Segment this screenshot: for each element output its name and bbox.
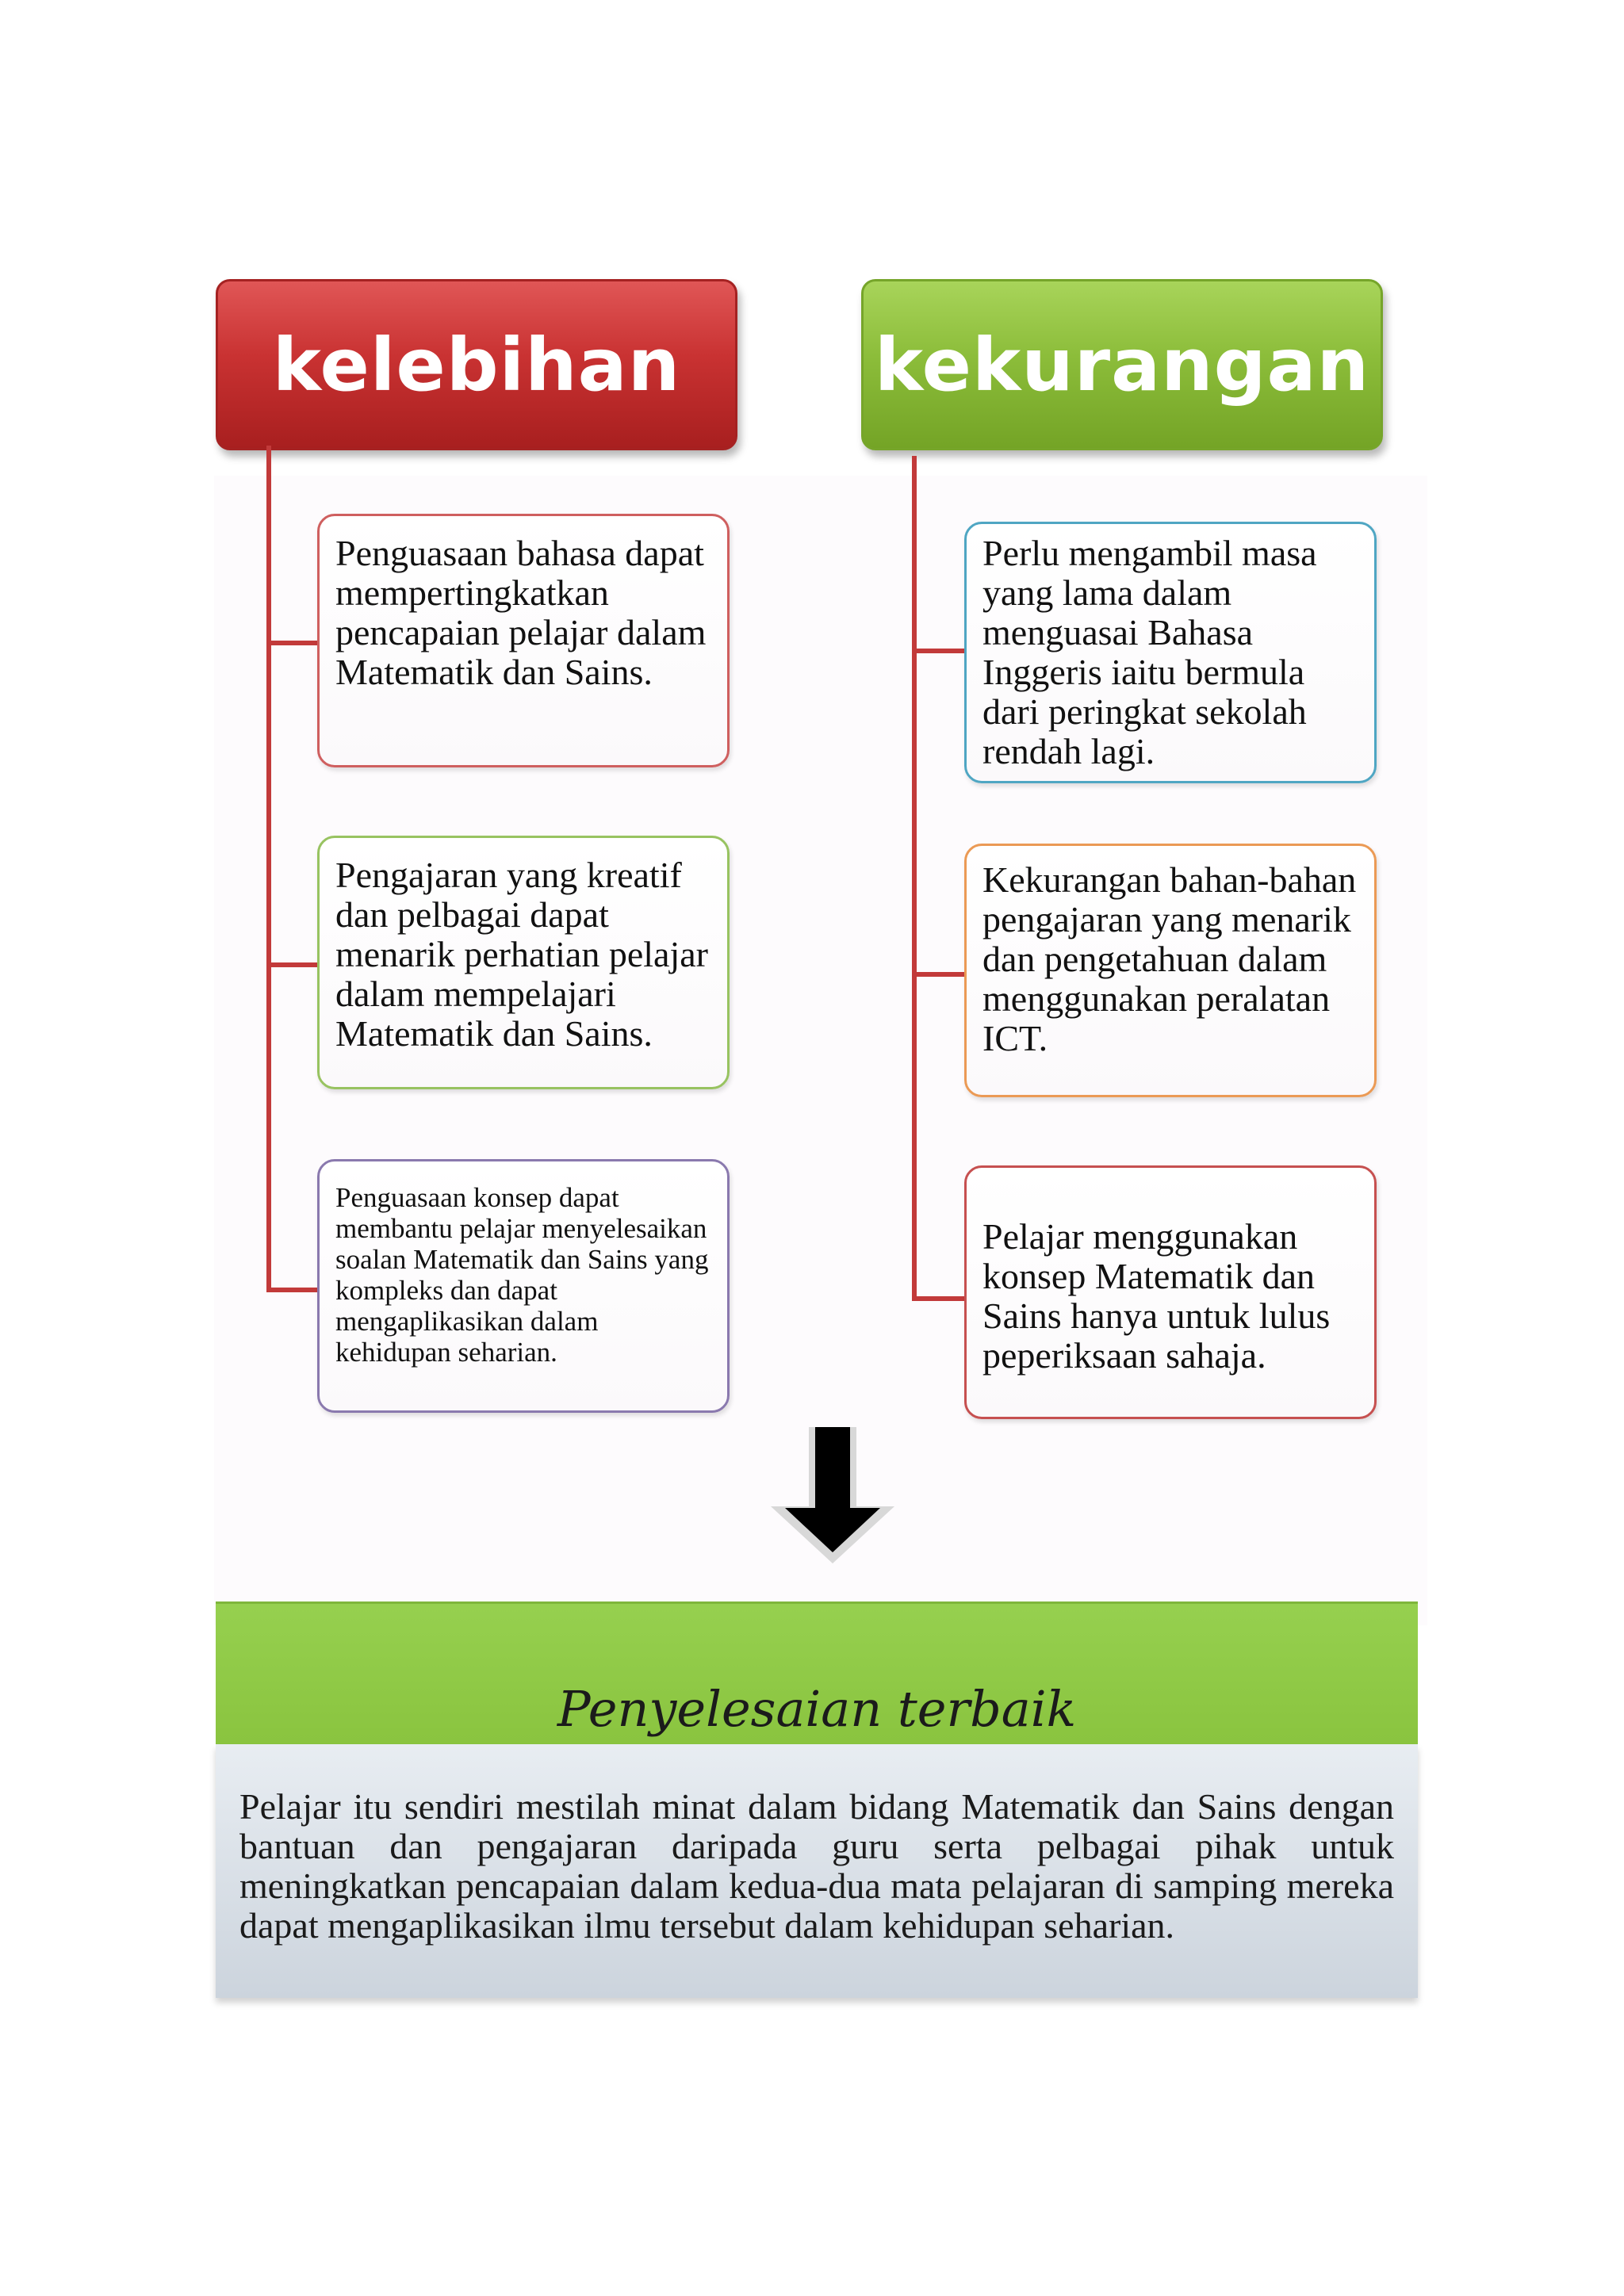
disadvantage-item-2-text: Kekurangan bahan-bahan pengajaran yang menarik dan pengetahuan dalam menggunakan peralatan ICT.	[982, 859, 1357, 1058]
disadvantage-item-3	[964, 1165, 1377, 1419]
disadvantages-connector-branch-3	[912, 1296, 966, 1301]
disadvantages-connector-branch-2	[912, 972, 966, 977]
disadvantage-item-1-text: Perlu mengambil masa yang lama dalam menguasai Bahasa Inggeris iaitu bermula dari peringkat sekolah rendah lagi.	[982, 533, 1317, 771]
disadvantages-header	[861, 279, 1383, 450]
advantages-header	[216, 279, 737, 450]
disadvantage-item-2	[964, 844, 1377, 1097]
disadvantages-connector-vertical	[912, 456, 917, 1301]
advantage-item-1-text: Penguasaan bahasa dapat mempertingkatkan pencapaian pelajar dalam Matematik dan Sains.	[335, 533, 707, 692]
advantages-connector-branch-3	[266, 1288, 320, 1292]
advantages-connector-branch-2	[266, 962, 320, 967]
solution-header	[216, 1601, 1418, 1744]
solution-title: Penyelesaian terbaik	[557, 1680, 1077, 1738]
advantage-item-3-text: Penguasaan konsep dapat membantu pelajar menyelesaikan soalan Matematik dan Sains yang kompleks dan dapat mengaplikasikan dalam kehidupan seharian.	[335, 1182, 709, 1368]
advantages-connector-branch-1	[266, 641, 320, 645]
advantage-item-2	[317, 836, 730, 1089]
disadvantages-title: kekurangan	[874, 322, 1370, 408]
disadvantage-item-3-text: Pelajar menggunakan konsep Matematik dan Sains hanya untuk lulus peperiksaan sahaja.	[982, 1216, 1331, 1376]
advantage-item-1	[317, 514, 730, 767]
advantage-item-3	[317, 1159, 730, 1413]
down-arrow-icon	[769, 1427, 896, 1570]
disadvantages-connector-branch-1	[912, 649, 966, 653]
solution-body	[216, 1744, 1418, 1998]
advantages-connector-vertical	[266, 446, 271, 1292]
disadvantage-item-1	[964, 522, 1377, 783]
solution-text: Pelajar itu sendiri mestilah minat dalam bidang Matematik dan Sains dengan bantuan dan pengajaran daripada guru serta pelbagai pihak untuk meningkatkan pencapaian dalam kedua-dua mata pelajaran di samping mereka dapat mengaplikasikan ilmu tersebut dalam kehidupan seharian.	[239, 1786, 1394, 1946]
advantage-item-2-text: Pengajaran yang kreatif dan pelbagai dapat menarik perhatian pelajar dalam mempelajari Matematik dan Sains.	[335, 855, 708, 1054]
advantages-title: kelebihan	[272, 322, 681, 408]
